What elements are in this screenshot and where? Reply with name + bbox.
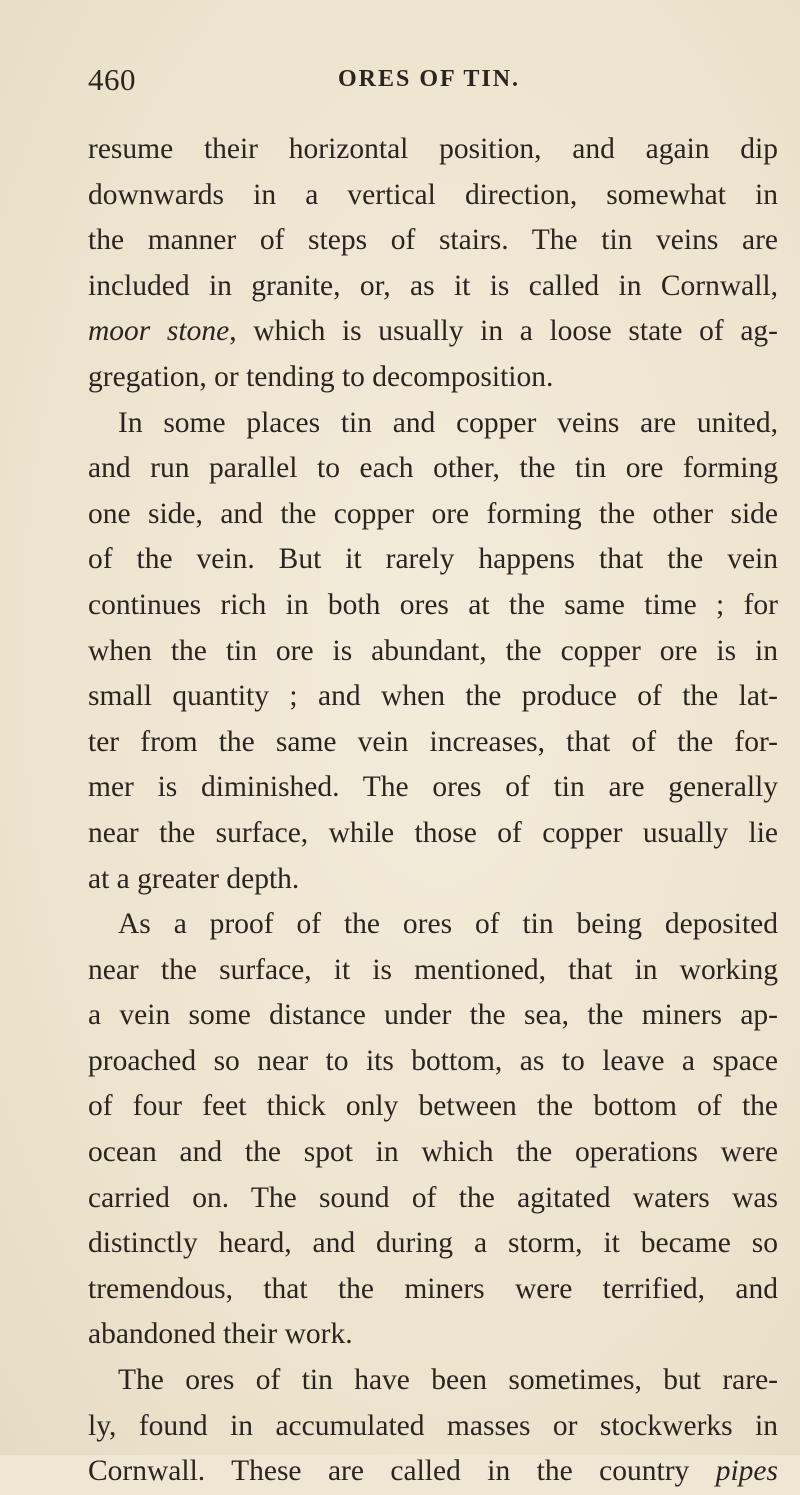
text-line: when the tin ore is abundant, the copper ore is in xyxy=(88,634,778,667)
text-line xyxy=(88,309,778,355)
text-line: ter from the same vein increases, that of the for- xyxy=(88,725,778,758)
text-line: abandoned their work. xyxy=(88,1318,353,1351)
paragraph-start-line: The ores of tin have been sometimes, but rare- xyxy=(118,1364,778,1397)
text-line: gregation, or tending to decomposition. xyxy=(88,360,554,393)
italic-term: moor stone xyxy=(88,315,230,348)
text-line: continues rich in both ores at the same time ; for xyxy=(88,588,778,621)
text-line xyxy=(88,1449,778,1495)
text-line: one side, and the copper ore forming the other side xyxy=(88,497,778,530)
text-line: carried on. The sound of the agitated waters was xyxy=(88,1181,778,1214)
text-line: at a greater depth. xyxy=(88,862,300,895)
text-line: ocean and the spot in which the operations were xyxy=(88,1136,778,1169)
text-span: Cornwall. These are called in the country xyxy=(88,1455,716,1488)
text-line: near the surface, while those of copper usually lie xyxy=(88,816,778,849)
text-line: resume their horizontal position, and again dip xyxy=(88,133,778,165)
page-number: 460 xyxy=(88,62,136,97)
text-line: of four feet thick only between the bottom of the xyxy=(88,1090,778,1123)
paragraph-start-line: In some places tin and copper veins are united, xyxy=(118,406,778,439)
paragraph-start-line: As a proof of the ores of tin being deposited xyxy=(118,908,778,941)
text-line: near the surface, it is mentioned, that in working xyxy=(88,953,778,986)
text-line: mer is diminished. The ores of tin are generally xyxy=(88,771,778,804)
text-line: the manner of steps of stairs. The tin veins are xyxy=(88,224,778,257)
body-text xyxy=(88,127,778,1495)
text-line: small quantity ; and when the produce of the lat- xyxy=(88,680,778,713)
text-line: distinctly heard, and during a storm, it became so xyxy=(88,1227,778,1260)
text-line: of the vein. But it rarely happens that the vein xyxy=(88,543,778,576)
running-title: ORES OF TIN. xyxy=(338,66,521,92)
italic-term: pipes xyxy=(715,1455,778,1488)
text-line: and run parallel to each other, the tin ore forming xyxy=(88,452,778,485)
text-line: tremendous, that the miners were terrified, and xyxy=(88,1272,778,1305)
text-line: downwards in a vertical direction, somewhat in xyxy=(88,178,778,211)
text-line: proached so near to its bottom, as to leave a space xyxy=(88,1044,778,1077)
text-span: , which is usually in a loose state of ag- xyxy=(229,315,778,348)
text-line: a vein some distance under the sea, the miners ap- xyxy=(88,999,778,1032)
text-line: included in granite, or, as it is called in Cornwall, xyxy=(88,269,778,302)
running-head xyxy=(88,62,768,102)
text-line: ly, found in accumulated masses or stockwerks in xyxy=(88,1409,778,1442)
